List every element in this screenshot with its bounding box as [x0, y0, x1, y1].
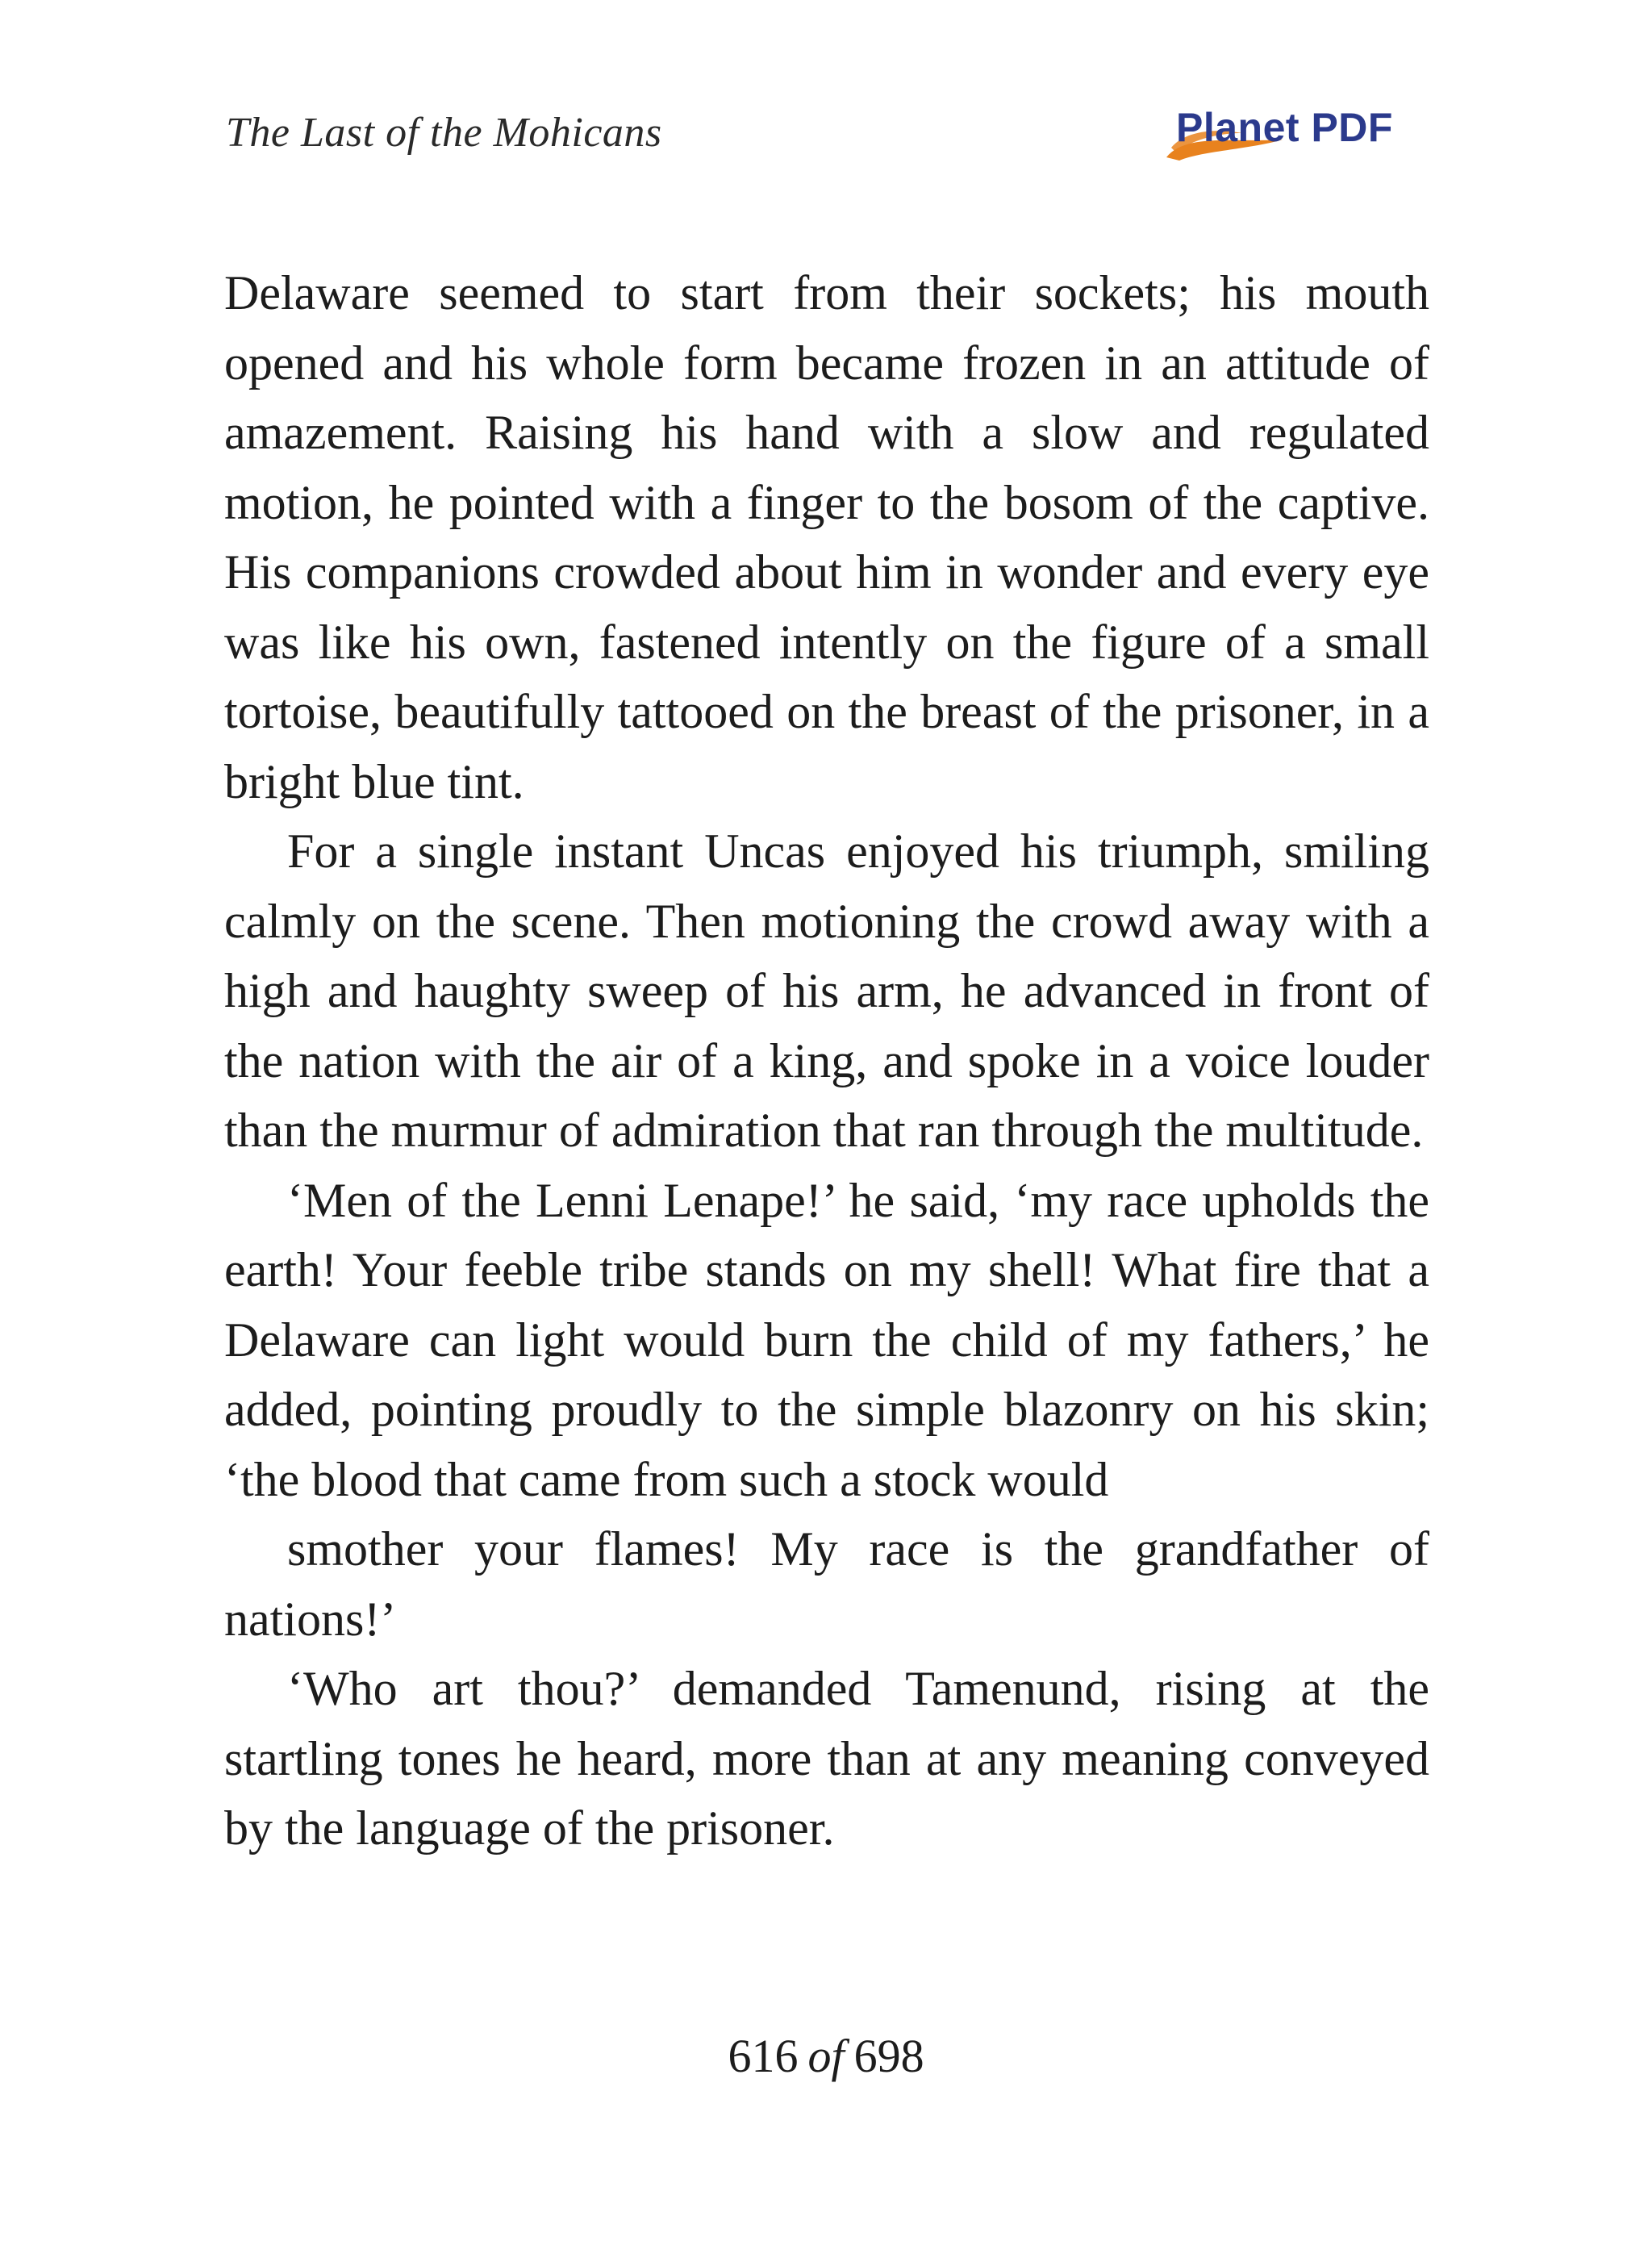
logo-text: Planet PDF [1176, 105, 1393, 150]
page-header [226, 101, 1428, 173]
total-pages: 698 [853, 2030, 924, 2082]
body-text [224, 258, 1429, 1864]
current-page-number: 616 [728, 2030, 799, 2082]
of-label: of [807, 2030, 845, 2082]
paragraph: ‘Who art thou?’ demanded Tamenund, rising at the startling tones he heard, more than at any meaning conveyed by the language of the prisoner. [224, 1662, 1429, 1855]
paragraph: smother your flames! My race is the grandfather of nations!’ [224, 1522, 1429, 1646]
planet-pdf-logo [1162, 101, 1428, 165]
book-title: The Last of the Mohicans [226, 110, 662, 156]
paragraph: ‘Men of the Lenni Lenape!’ he said, ‘my race upholds the earth! Your feeble tribe stands on my shell! What fire that a Delaware can light would burn the child of my fathers,’ he added, pointing proudly to the simple blazonry on his skin; ‘the blood that came from such a stock would [224, 1173, 1429, 1506]
paragraph: Delaware seemed to start from their sockets; his mouth opened and his whole form became frozen in an attitude of amazement. Raising his hand with a slow and regulated motion, he pointed with a finger to the bosom of the captive. His companions crowded about him in wonder and every eye was like his own, fastened intently on the figure of a small tortoise, beautifully tattooed on the breast of the prisoner, in a bright blue tint. [224, 266, 1429, 808]
paragraph: For a single instant Uncas enjoyed his triumph, smiling calmly on the scene. Then motioning the crowd away with a high and haughty sweep of his arm, he advanced in front of the nation with the air of a king, and spoke in a voice louder than the murmur of admiration that ran through the multitude. [224, 824, 1429, 1157]
page-number [0, 2029, 1652, 2083]
